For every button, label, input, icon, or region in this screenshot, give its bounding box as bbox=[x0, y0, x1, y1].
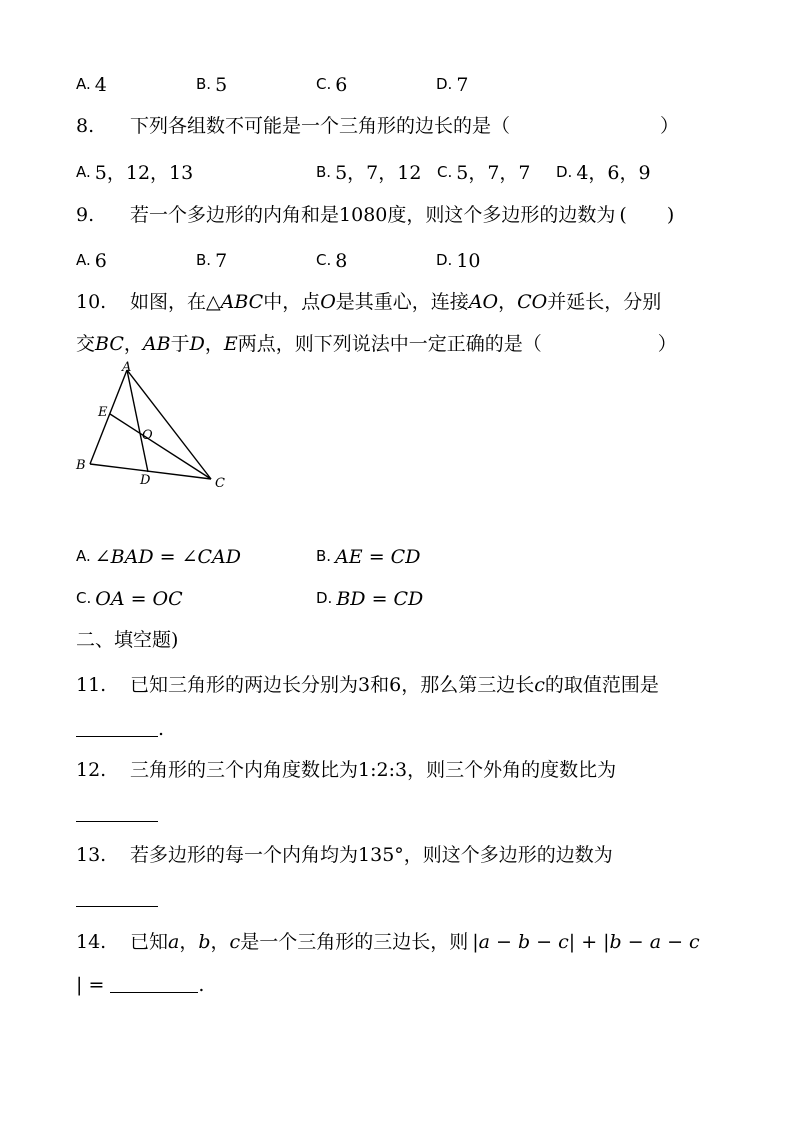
option-label: C. bbox=[316, 251, 332, 269]
option-label: D. bbox=[556, 163, 573, 181]
option-label: B. bbox=[196, 75, 212, 93]
option-label: C. bbox=[437, 163, 453, 181]
math-var: b bbox=[198, 931, 211, 953]
q10-option-a bbox=[76, 544, 241, 569]
question-number: 13. bbox=[76, 844, 107, 866]
option-value: AE = CD bbox=[335, 546, 421, 568]
answer-blank[interactable] bbox=[76, 807, 158, 822]
inline-value: 1080 bbox=[339, 204, 388, 226]
q8-option-c bbox=[437, 160, 531, 185]
punct: ， bbox=[498, 291, 518, 313]
option-value: 5，12，13 bbox=[94, 162, 194, 184]
punct: . bbox=[198, 974, 205, 996]
question-10-line-2 bbox=[76, 332, 718, 356]
math-var: c bbox=[534, 674, 545, 696]
q10-option-b bbox=[316, 544, 420, 569]
question-11-answer bbox=[76, 717, 718, 741]
math-point: D bbox=[189, 333, 205, 355]
question-text: 若多边形的每一个内角均为 bbox=[130, 844, 359, 866]
label-b: B bbox=[76, 458, 86, 473]
question-text: 下列各组数不可能是一个三角形的边长的是（ bbox=[130, 115, 511, 137]
option-label: D. bbox=[316, 589, 333, 607]
q7-option-d bbox=[436, 72, 468, 97]
option-label: A. bbox=[76, 75, 91, 93]
question-9 bbox=[76, 203, 718, 227]
answer-blank[interactable] bbox=[76, 892, 158, 907]
question-text: 已知 bbox=[130, 931, 169, 953]
question-text: ，那么第三边长 bbox=[401, 674, 535, 696]
option-value: 8 bbox=[335, 250, 348, 272]
punct: . bbox=[158, 718, 165, 740]
question-text: 若一个多边形的内角和是 bbox=[130, 204, 340, 226]
punct: ， bbox=[179, 931, 199, 953]
option-label: C. bbox=[316, 75, 332, 93]
question-text: 已知三角形的两边长分别为 bbox=[130, 674, 359, 696]
math-triangle: △ABC bbox=[206, 291, 264, 313]
math-var: a bbox=[168, 931, 180, 953]
label-e: E bbox=[98, 405, 108, 420]
math-expression: |a − b − c| + |b − a − c bbox=[472, 931, 700, 953]
question-number: 11. bbox=[76, 674, 107, 696]
label-o: O bbox=[142, 428, 153, 443]
math-var: c bbox=[229, 931, 241, 953]
bracket-close: ） bbox=[657, 333, 677, 355]
question-14 bbox=[76, 930, 718, 954]
option-value: 7 bbox=[215, 250, 228, 272]
question-text: ，则三个外角的度数比为 bbox=[407, 759, 617, 781]
option-value: 7 bbox=[456, 74, 469, 96]
q9-option-d bbox=[436, 248, 481, 273]
q8-option-d bbox=[556, 160, 651, 185]
option-label: B. bbox=[316, 547, 332, 565]
punct: ， bbox=[204, 333, 224, 355]
option-value: 4 bbox=[94, 74, 107, 96]
segment-bc bbox=[90, 464, 211, 479]
question-text: 三角形的三个内角度数比为 bbox=[130, 759, 359, 781]
question-text: 交 bbox=[76, 333, 96, 355]
question-text: 度，则这个多边形的边数为 bbox=[387, 204, 616, 226]
q10-option-c bbox=[76, 586, 183, 611]
q8-option-b bbox=[316, 160, 421, 185]
answer-blank[interactable] bbox=[110, 978, 198, 993]
option-value: OA = OC bbox=[95, 588, 183, 610]
q7-option-a bbox=[76, 72, 107, 97]
q9-option-a bbox=[76, 248, 107, 273]
option-label: A. bbox=[76, 251, 91, 269]
question-14-answer bbox=[76, 973, 718, 997]
option-value: ∠BAD = ∠CAD bbox=[94, 546, 242, 568]
segment-ad bbox=[127, 370, 148, 472]
punct: ， bbox=[210, 931, 230, 953]
option-label: A. bbox=[76, 163, 91, 181]
inline-value: 6 bbox=[389, 674, 402, 696]
question-text: 两点，则下列说法中一定正确的是（ bbox=[237, 333, 542, 355]
label-c: C bbox=[215, 476, 225, 491]
label-d: D bbox=[140, 473, 151, 488]
q9-option-b bbox=[196, 248, 227, 273]
q10-option-d bbox=[316, 586, 423, 611]
option-value: 5 bbox=[215, 74, 228, 96]
question-number: 9. bbox=[76, 204, 95, 226]
question-8 bbox=[76, 114, 718, 138]
question-text: 并延长，分别 bbox=[547, 291, 662, 313]
q9-option-c bbox=[316, 248, 347, 273]
label-a: A bbox=[122, 360, 132, 375]
option-value: BD = CD bbox=[336, 588, 424, 610]
option-value: 6 bbox=[335, 74, 348, 96]
question-text: 的取值范围是 bbox=[544, 674, 659, 696]
inline-value: 1:2:3 bbox=[358, 759, 408, 781]
question-text: 如图，在 bbox=[130, 291, 207, 313]
question-number: 14. bbox=[76, 931, 107, 953]
option-label: B. bbox=[196, 251, 212, 269]
option-label: D. bbox=[436, 251, 453, 269]
question-text: 和 bbox=[370, 674, 390, 696]
math-point: E bbox=[223, 333, 238, 355]
q7-option-b bbox=[196, 72, 227, 97]
math-segment: AB bbox=[142, 333, 171, 355]
option-value: 6 bbox=[94, 250, 107, 272]
question-11 bbox=[76, 673, 718, 697]
segment-ab bbox=[90, 370, 127, 464]
q8-option-a bbox=[76, 160, 193, 185]
question-text: 中，点 bbox=[263, 291, 321, 313]
math-point: O bbox=[320, 291, 336, 313]
question-10-line-1 bbox=[76, 290, 718, 314]
option-label: B. bbox=[316, 163, 332, 181]
math-segment: CO bbox=[517, 291, 548, 313]
option-value: 5，7，12 bbox=[335, 162, 422, 184]
segment-ce bbox=[110, 414, 211, 479]
question-number: 10. bbox=[76, 291, 107, 313]
q7-option-c bbox=[316, 72, 347, 97]
inline-value: 135° bbox=[358, 844, 404, 866]
question-12 bbox=[76, 758, 718, 782]
bracket-close: ） bbox=[660, 115, 680, 137]
question-text: ，则这个多边形的边数为 bbox=[403, 844, 613, 866]
question-text: 是一个三角形的三边长，则 bbox=[240, 931, 469, 953]
triangle-figure bbox=[72, 360, 242, 495]
math-expression: | = bbox=[76, 974, 105, 996]
question-13 bbox=[76, 843, 718, 867]
answer-blank[interactable] bbox=[76, 722, 158, 737]
question-13-answer bbox=[76, 887, 718, 911]
math-segment: BC bbox=[95, 333, 124, 355]
option-value: 5，7，7 bbox=[456, 162, 531, 184]
question-number: 8. bbox=[76, 115, 95, 137]
triangle-diagram bbox=[72, 360, 242, 495]
section-title: 二、填空题) bbox=[76, 629, 179, 651]
option-label: A. bbox=[76, 547, 91, 565]
inline-value: 3 bbox=[358, 674, 371, 696]
math-segment: AO bbox=[468, 291, 499, 313]
option-label: C. bbox=[76, 589, 92, 607]
question-12-answer bbox=[76, 802, 718, 826]
punct: ， bbox=[123, 333, 143, 355]
option-value: 10 bbox=[456, 250, 481, 272]
segment-ac bbox=[127, 370, 211, 479]
option-value: 4，6，9 bbox=[576, 162, 651, 184]
question-text: 于 bbox=[170, 333, 190, 355]
option-label: D. bbox=[436, 75, 453, 93]
question-number: 12. bbox=[76, 759, 107, 781]
bracket-open: ( bbox=[619, 204, 627, 226]
bracket-close: ) bbox=[666, 204, 675, 226]
question-text: 是其重心，连接 bbox=[335, 291, 469, 313]
